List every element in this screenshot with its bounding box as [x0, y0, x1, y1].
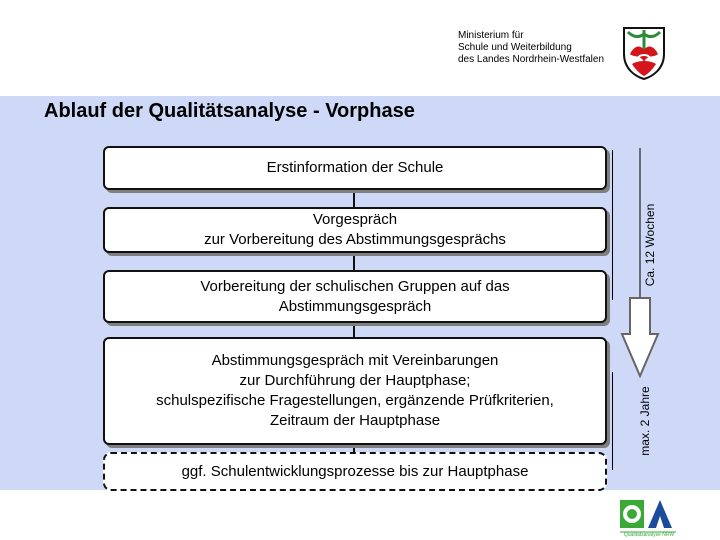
step-box-abstimmungsgespraech: [103, 337, 607, 445]
logo-caption: Qualitätsanalyse NRW: [623, 532, 675, 538]
connector-line: [353, 189, 355, 209]
slide-title: Ablauf der Qualitätsanalyse - Vorphase: [44, 100, 415, 122]
step-box-vorbereitung: [103, 270, 607, 323]
ministry-line: des Landes Nordrhein-Westfalen: [458, 54, 605, 65]
step-text: Vorgespräch: [312, 211, 398, 228]
upper-duration-label: Ca. 12 Wochen: [643, 203, 657, 287]
step-text: Erstinformation der Schule: [266, 159, 444, 176]
lower-duration-label: max. 2 Jahre: [638, 386, 652, 456]
connector-line: [353, 322, 355, 338]
connector-line: [353, 444, 355, 452]
step-text: Abstimmungsgespräch mit Vereinbarungen: [211, 352, 499, 369]
nrw-crest-icon: [618, 24, 670, 80]
step-box-vorgespraech: [103, 207, 607, 253]
step-text: Zeitraum der Hauptphase: [269, 412, 441, 429]
step-box-erstinformation: [103, 146, 607, 190]
step-box-schulentwicklung: [103, 452, 607, 491]
step-text: ggf. Schulentwicklungsprozesse bis zur Hauptphase: [181, 462, 529, 480]
step-text: schulspezifische Fragestellungen, ergänzende Prüfkriterien,: [156, 392, 554, 409]
step-text: Vorbereitung der schulischen Gruppen auf das: [200, 277, 510, 295]
ministry-line: Schule und Weiterbildung: [458, 42, 572, 53]
step-text: Abstimmungsgespräch: [278, 297, 432, 315]
ministry-name: [458, 30, 604, 66]
ministry-line: Ministerium für: [458, 30, 524, 41]
connector-line: [353, 252, 355, 270]
step-text: zur Vorbereitung des Abstimmungsgesprächs: [204, 231, 506, 248]
step-text: zur Durchführung der Hauptphase;: [239, 372, 471, 389]
